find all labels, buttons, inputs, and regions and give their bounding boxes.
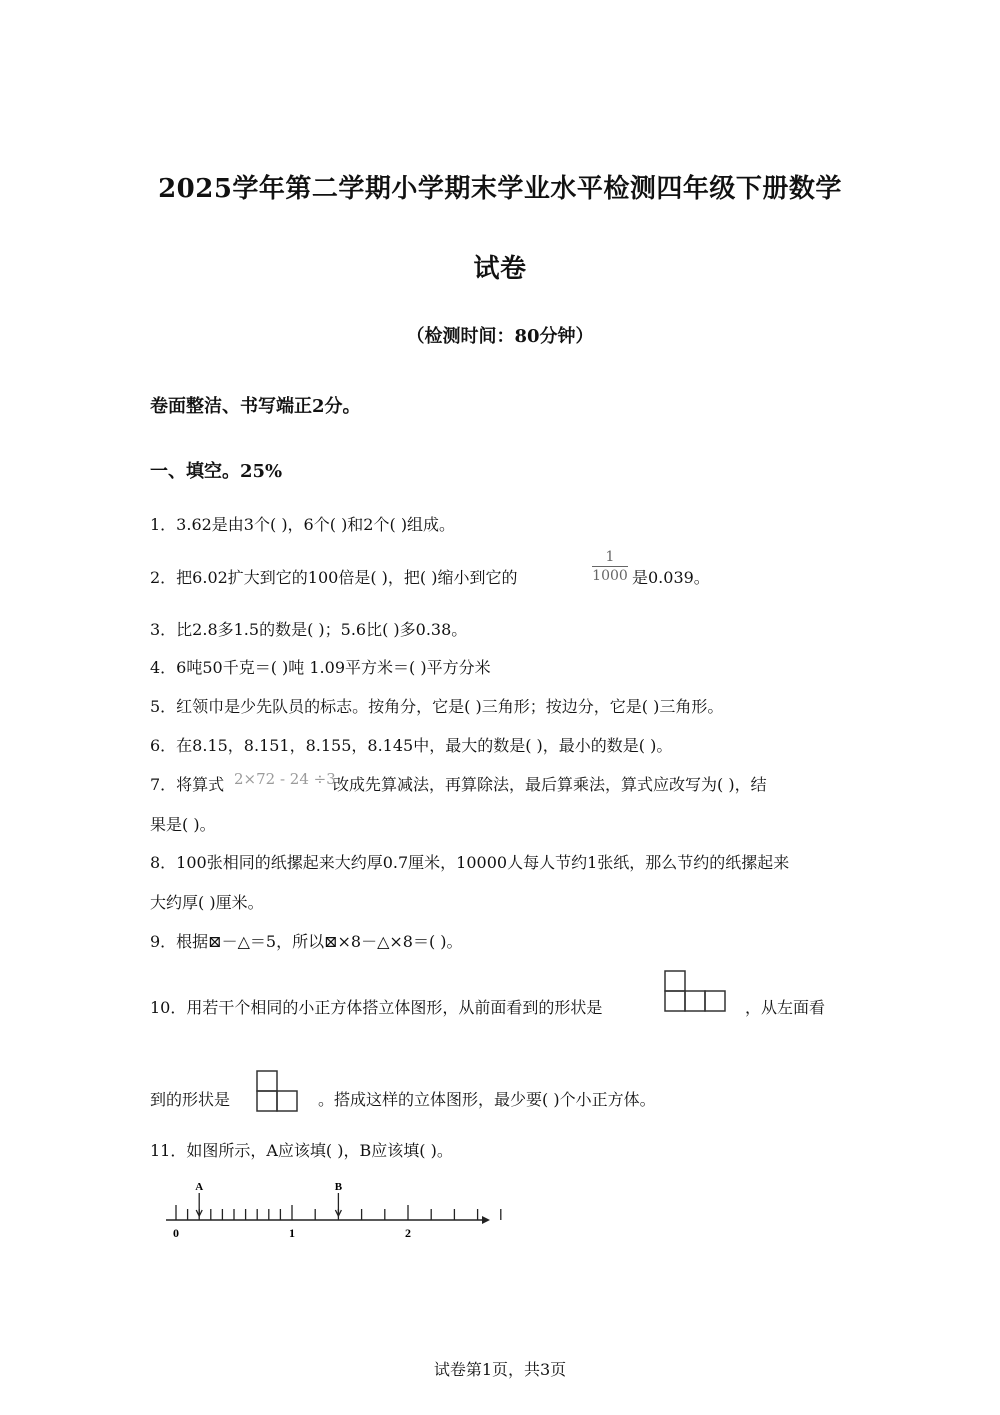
neatness-notice: 卷面整洁、书写端正2分。: [150, 396, 361, 417]
question-7-part1: 7．将算式: [150, 775, 225, 794]
question-4: 4．6吨50千克＝( )吨 1.09平方米＝( )平方分米: [150, 658, 491, 677]
question-7-part2: 改成先算减法，再算除法，最后算乘法，算式应改写为( )，结: [333, 775, 767, 794]
question-10-part1: 10．用若干个相同的小正方体搭立体图形，从前面看到的形状是: [150, 998, 603, 1017]
page-title: 2025学年第二学期小学期末学业水平检测四年级下册数学: [158, 174, 842, 204]
fraction-one-thousandth: [592, 549, 628, 584]
question-5: 5．红领巾是少先队员的标志。按角分，它是( )三角形；按边分，它是( )三角形。: [150, 697, 724, 716]
question-10-part4: 。搭成这样的立体图形，最少要( )个小正方体。: [318, 1090, 656, 1109]
axis-arrow: [482, 1216, 490, 1224]
question-8-part2: 大约厚( )厘米。: [150, 893, 264, 912]
exam-duration: （检测时间：80分钟）: [406, 326, 594, 347]
question-10-part3: 到的形状是: [150, 1090, 231, 1109]
section-heading-fill-blank: 一、填空。25%: [150, 461, 283, 482]
tick-label: 0: [173, 1226, 179, 1240]
question-3: 3．比2.8多1.5的数是( )；5.6比( )多0.38。: [150, 620, 468, 639]
page-title-line2: 试卷: [473, 254, 527, 284]
question-2-part1: 2．把6.02扩大到它的100倍是( )，把( )缩小到它的: [150, 568, 518, 587]
marker-label: A: [195, 1181, 204, 1193]
fraction-denominator: 1000: [592, 568, 628, 584]
fraction-numerator: 1: [605, 549, 615, 565]
question-11: 11．如图所示，A应该填( )，B应该填( )。: [150, 1141, 453, 1160]
question-8-part1: 8．100张相同的纸摞起来大约厚0.7厘米，10000人每人节约1张纸，那么节约的纸摞起来: [150, 853, 790, 872]
marker-label: B: [334, 1181, 343, 1193]
tick-label: 1: [289, 1226, 295, 1240]
question-6: 6．在8.15，8.151，8.155，8.145中，最大的数是( )，最小的数是( )。: [150, 736, 673, 755]
question-9: 9．根据⊠－△＝5，所以⊠×8－△×8＝( )。: [150, 932, 463, 951]
left-view-figure: [256, 1070, 302, 1114]
tick-label: 2: [405, 1226, 411, 1240]
question-7-part3: 果是( )。: [150, 815, 216, 834]
front-view-figure: [664, 970, 728, 1014]
question-7-expression: 2×72 - 24 ÷3: [234, 770, 336, 788]
question-1: 1．3.62是由3个( )，6个( )和2个( )组成。: [150, 515, 456, 534]
question-10-part2: ，从左面看: [745, 998, 826, 1017]
page-footer: 试卷第1页，共3页: [433, 1360, 567, 1379]
fraction-bar: [592, 566, 628, 567]
number-line: [160, 1175, 500, 1245]
question-2-part2: 是0.039。: [632, 568, 710, 587]
